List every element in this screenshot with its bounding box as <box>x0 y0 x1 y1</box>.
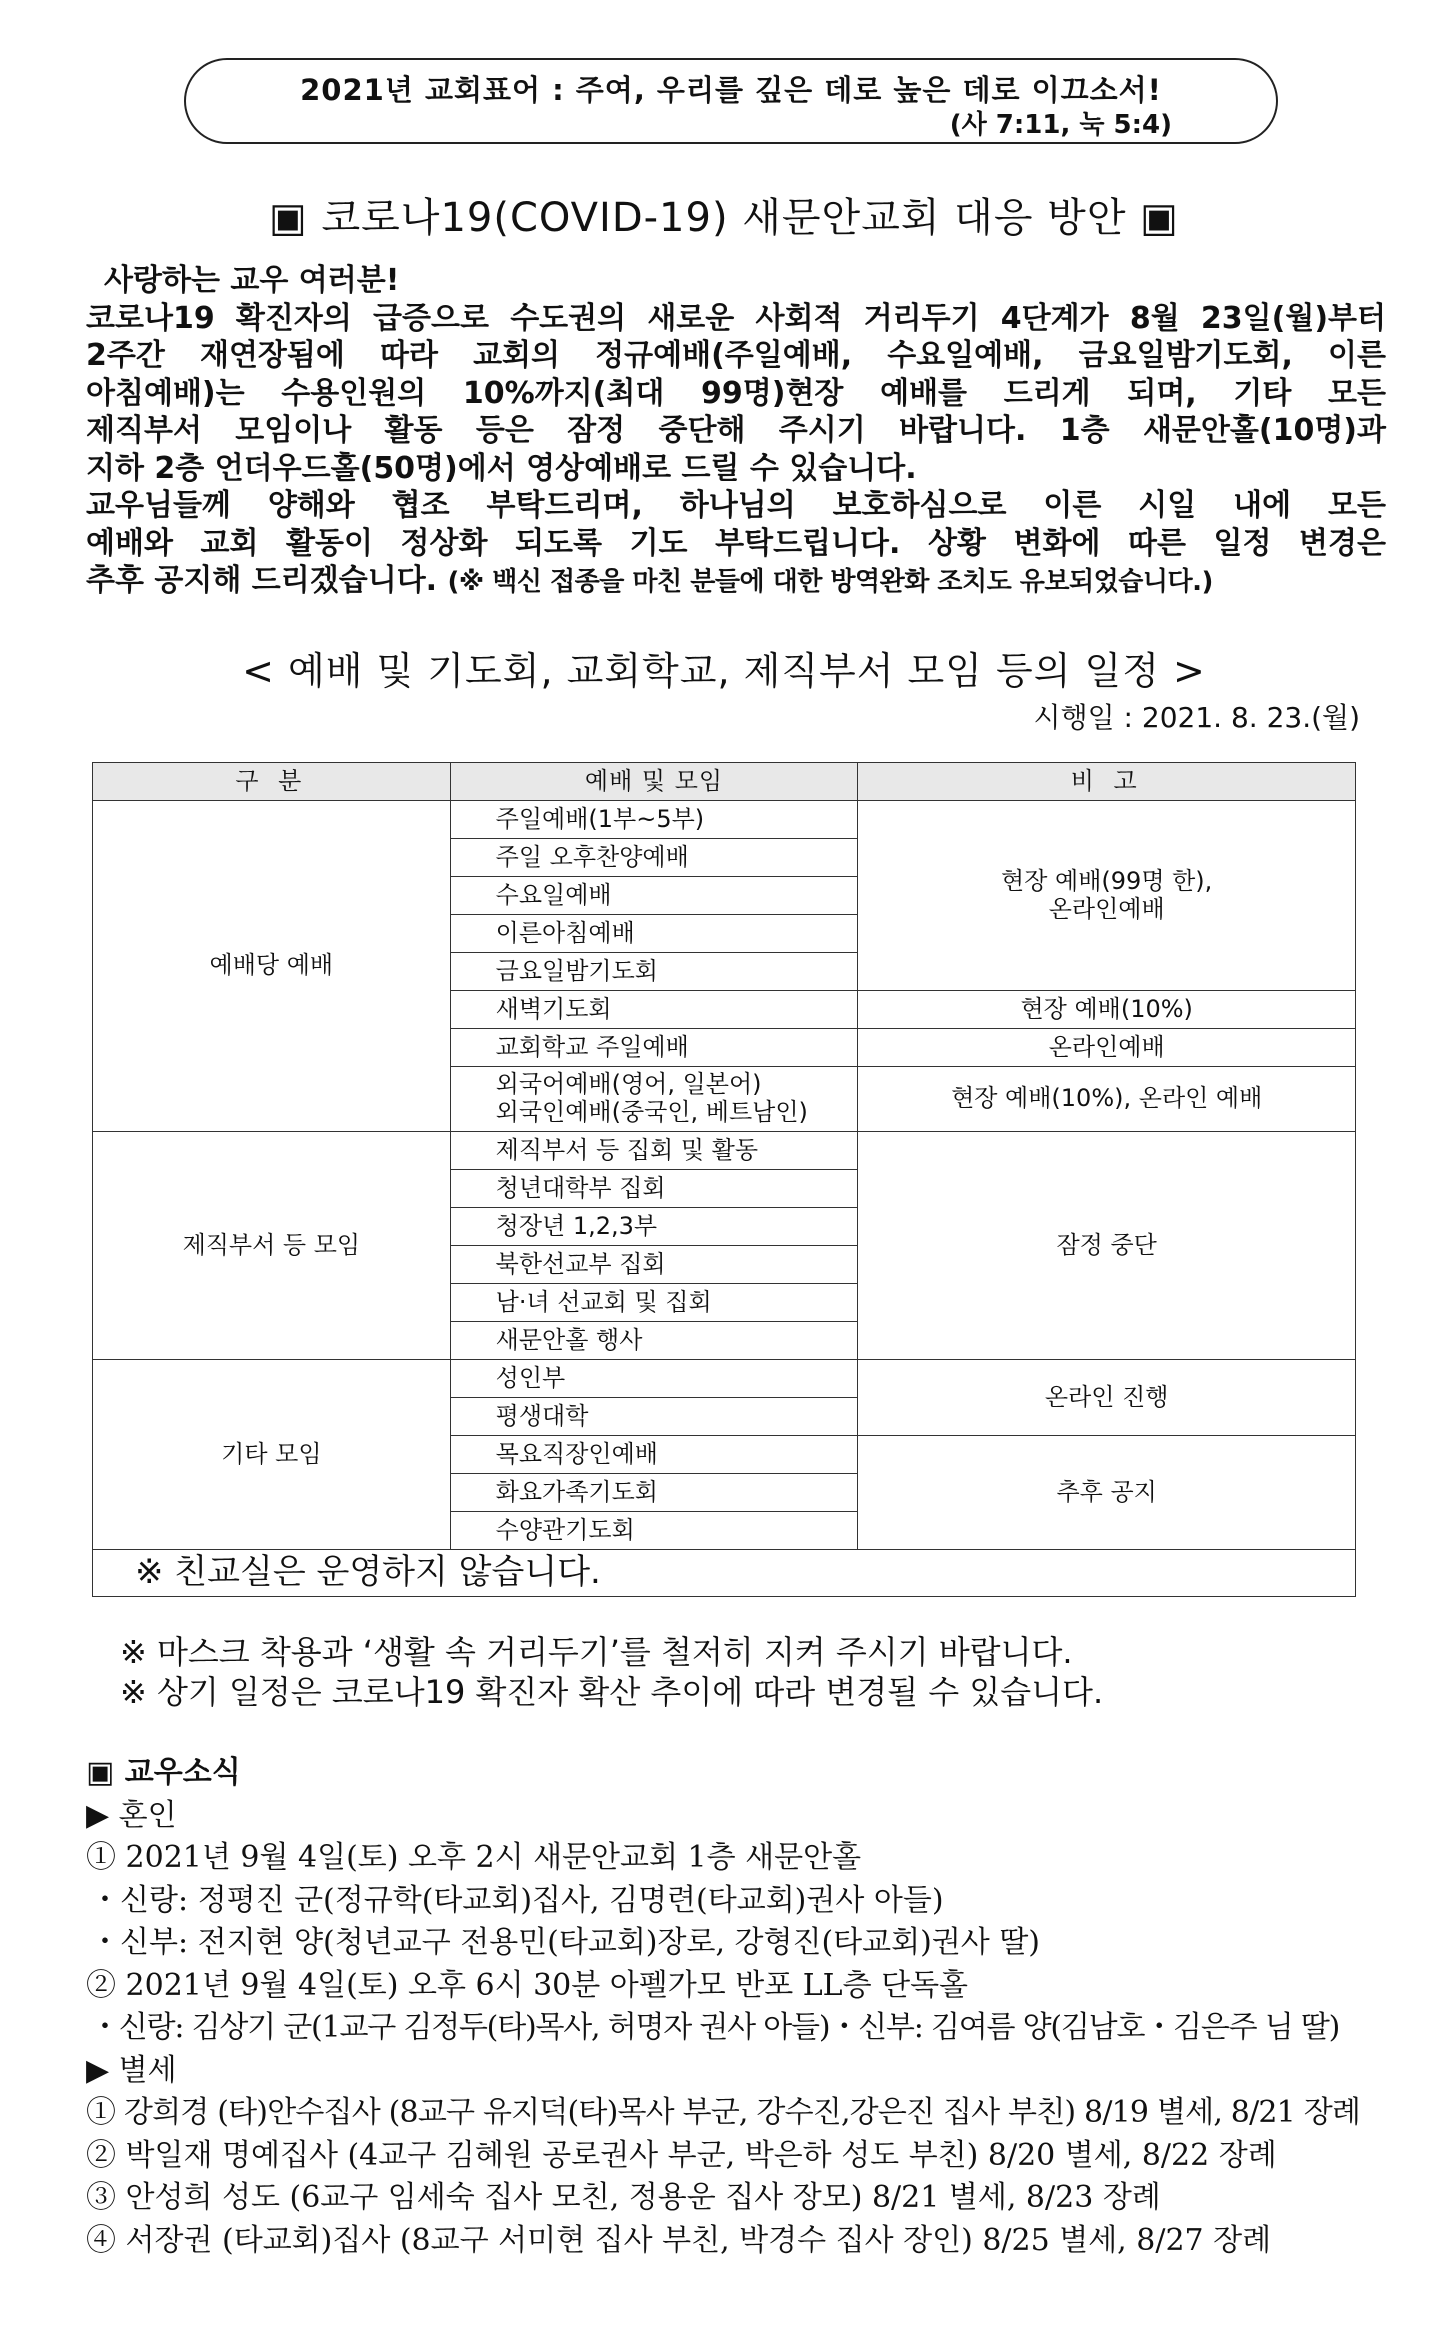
item-cell: 성인부 <box>450 1360 858 1398</box>
category-cell: 제직부서 등 모임 <box>93 1132 451 1360</box>
item-cell: 북한선교부 집회 <box>450 1246 858 1284</box>
item-cell: 수양관기도회 <box>450 1512 858 1550</box>
wedding-line: ① 2021년 9월 4일(토) 오후 2시 새문안교회 1층 새문안홀 <box>86 1840 862 1875</box>
note-cell: 현장 예배(10%) <box>858 991 1356 1029</box>
item-cell: 금요일밤기도회 <box>450 953 858 991</box>
intro-line: 제직부서 모임이나 활동 등은 잠정 중단해 주시기 바랍니다. 1층 새문안홀(10명)과 <box>86 413 1386 448</box>
intro-last-text: 추후 공지해 드리겠습니다. <box>86 563 438 598</box>
intro-line: 예배와 교회 활동이 정상화 되도록 기도 부탁드립니다. 상황 변화에 따른 일정 변경은 <box>86 525 1386 561</box>
funeral-line: ③ 안성희 성도 (6교구 임세숙 집사 모친, 정용운 집사 장모) 8/21 별세, 8/23 장례 <box>86 2180 1161 2215</box>
item-cell: 교회학교 주일예배 <box>450 1029 858 1067</box>
table-header-row <box>93 763 1356 801</box>
wedding-line: ② 2021년 9월 4일(토) 오후 6시 30분 아펠가모 반포 LL층 단독홀 <box>86 1967 969 2003</box>
item-cell: 주일 오후찬양예배 <box>450 839 858 877</box>
funeral-line: ④ 서장권 (타교회)집사 (8교구 서미현 집사 부친, 박경수 집사 장인) 8/25 별세, 8/27 장례 <box>86 2222 1272 2258</box>
wedding-heading: ▶ 혼인 <box>86 1797 177 1833</box>
column-header: 구 분 <box>93 763 451 801</box>
table-row <box>93 1132 1356 1170</box>
schedule-title: < 예배 및 기도회, 교회학교, 제직부서 모임 등의 일정 > <box>242 649 1206 693</box>
note-cell <box>858 801 1356 991</box>
vaccine-note: (※ 백신 접종을 마친 분들에 대한 방역완화 조치도 유보되었습니다.) <box>447 567 1213 597</box>
schedule-table <box>92 762 1356 1597</box>
effective-date: 시행일 : 2021. 8. 23.(월) <box>1033 701 1360 734</box>
column-header: 예배 및 모임 <box>450 763 858 801</box>
table-row <box>93 1360 1356 1398</box>
intro-line-last <box>86 562 1386 602</box>
note-cell: 온라인 진행 <box>858 1360 1356 1436</box>
category-cell: 기타 모임 <box>93 1360 451 1550</box>
item-cell <box>450 1067 858 1132</box>
notice-bullets <box>120 1632 1103 1712</box>
page-title: ▣ 코로나19(COVID-19) 새문안교회 대응 방안 ▣ <box>269 195 1179 241</box>
member-news-section <box>86 1752 1386 2262</box>
item-cell: 수요일예배 <box>450 877 858 915</box>
item-cell: 주일예배(1부~5부) <box>450 801 858 839</box>
notice-line: ※ 마스크 착용과 ‘생활 속 거리두기’를 철저히 지켜 주시기 바랍니다. <box>120 1633 1073 1671</box>
column-header: 비 고 <box>858 763 1356 801</box>
table-row <box>93 801 1356 839</box>
item-cell: 청장년 1,2,3부 <box>450 1208 858 1246</box>
intro-line: 지하 2층 언더우드홀(50명)에서 영상예배로 드릴 수 있습니다. <box>86 450 917 486</box>
item-text: 외국인예배(중국인, 베트남인) <box>495 1098 808 1126</box>
wedding-line: ・신랑: 정평진 군(정규학(타교회)집사, 김명련(타교회)권사 아들) <box>90 1882 944 1918</box>
note-cell: 현장 예배(10%), 온라인 예배 <box>858 1067 1356 1132</box>
intro-line: 아침예배)는 수용인원의 10%까지(최대 99명)현장 예배를 드리게 되며, 기타 모든 <box>86 375 1386 411</box>
item-text: 외국어예배(영어, 일본어) <box>495 1070 762 1099</box>
item-cell: 새벽기도회 <box>450 991 858 1029</box>
item-cell: 제직부서 등 집회 및 활동 <box>450 1132 858 1170</box>
fellowship-hall-note: ※ 친교실은 운영하지 않습니다. <box>93 1550 1356 1597</box>
item-cell: 평생대학 <box>450 1398 858 1436</box>
funeral-line: ① 강희경 (타)안수집사 (8교구 유지덕(타)목사 부군, 강수진,강은진 집사 부친) 8/19 별세, 8/21 장례 <box>86 2095 1361 2130</box>
note-text: 온라인예배 <box>1048 894 1165 923</box>
wedding-line: ・신랑: 김상기 군(1교구 김정두(타)목사, 허명자 권사 아들)・신부: 김여름 양(김남호・김은주 님 딸) <box>90 2010 1340 2045</box>
intro-line: 2주간 재연장됨에 따라 교회의 정규예배(주일예배, 수요일예배, 금요일밤기도회, 이른 <box>86 338 1386 373</box>
wedding-line: ・신부: 전지현 양(청년교구 전용민(타교회)장로, 강형진(타교회)권사 딸) <box>90 1925 1041 1960</box>
intro-message <box>86 262 1386 602</box>
news-heading: ▣ 교우소식 <box>86 1755 241 1790</box>
note-cell: 잠정 중단 <box>858 1132 1356 1360</box>
table-footer-row <box>93 1550 1356 1597</box>
intro-line: 교우님들께 양해와 협조 부탁드리며, 하나님의 보호하심으로 이른 시일 내에 모든 <box>86 488 1386 523</box>
church-motto-box <box>184 58 1278 144</box>
funeral-heading: ▶ 별세 <box>86 2052 177 2088</box>
category-cell: 예배당 예배 <box>93 801 451 1132</box>
item-cell: 이른아침예배 <box>450 915 858 953</box>
note-cell: 온라인예배 <box>858 1029 1356 1067</box>
note-text: 현장 예배(99명 한), <box>1001 866 1213 895</box>
item-cell: 청년대학부 집회 <box>450 1170 858 1208</box>
item-cell: 새문안홀 행사 <box>450 1322 858 1360</box>
greeting: 사랑하는 교우 여러분! <box>104 263 400 298</box>
item-cell: 남·녀 선교회 및 집회 <box>450 1284 858 1322</box>
funeral-line: ② 박일재 명예집사 (4교구 김혜원 공로권사 부군, 박은하 성도 부친) 8/20 별세, 8/22 장례 <box>86 2137 1277 2173</box>
motto-text: 2021년 교회표어 : 주여, 우리를 깊은 데로 높은 데로 이끄소서! <box>300 73 1162 107</box>
motto-scripture-reference: (사 7:11, 눅 5:4) <box>949 110 1172 140</box>
intro-line: 코로나19 확진자의 급증으로 수도권의 새로운 사회적 거리두기 4단계가 8월 23일(월)부터 <box>86 300 1386 336</box>
item-cell: 목요직장인예배 <box>450 1436 858 1474</box>
notice-line: ※ 상기 일정은 코로나19 확진자 확산 추이에 따라 변경될 수 있습니다. <box>120 1673 1104 1711</box>
note-cell: 추후 공지 <box>858 1436 1356 1550</box>
item-cell: 화요가족기도회 <box>450 1474 858 1512</box>
